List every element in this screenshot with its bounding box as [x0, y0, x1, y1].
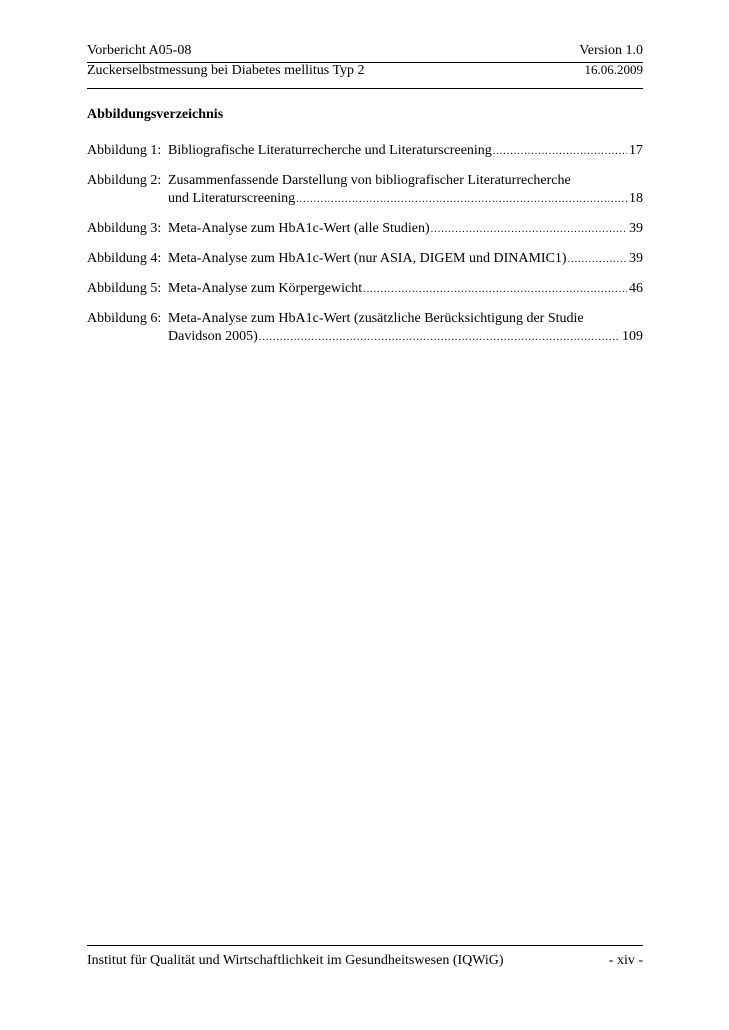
toc-entry[interactable] [87, 280, 643, 299]
footer-page-number: - xiv - [608, 953, 643, 968]
toc-dot-leader [493, 143, 627, 161]
toc-entry-title: Meta-Analyse zum Körpergewicht [168, 281, 363, 296]
toc-entry-body [168, 250, 643, 269]
version-label: Version 1.0 [579, 43, 643, 58]
page-footer [87, 953, 643, 969]
toc-dot-leader [568, 251, 627, 269]
report-title: Zuckerselbstmessung bei Diabetes mellitus Typ 2 [87, 63, 365, 78]
toc-entry-label: Abbildung 3: [87, 221, 162, 236]
toc-entry-label: Abbildung 6: [87, 311, 162, 326]
toc-entry-line [168, 310, 643, 328]
report-id: Vorbericht A05-08 [87, 43, 192, 58]
toc-entry[interactable] [87, 142, 643, 161]
toc-dot-leader [259, 329, 620, 347]
footer-divider [87, 945, 643, 946]
toc-dot-leader [431, 221, 627, 239]
toc-dot-leader [296, 191, 627, 209]
toc-entry-body [168, 220, 643, 239]
toc-entry-title: Davidson 2005) [168, 329, 258, 344]
toc-entry-body [168, 172, 643, 209]
header-row-top [87, 42, 643, 61]
toc-entry-label: Abbildung 4: [87, 251, 162, 266]
toc-page-number: 39 [629, 251, 643, 266]
toc-page-number: 39 [629, 221, 643, 236]
section-title: Abbildungsverzeichnis [87, 107, 224, 122]
figure-index [87, 142, 643, 358]
toc-entry-title: Meta-Analyse zum HbA1c-Wert (nur ASIA, DIGEM und DINAMIC1) [168, 251, 567, 266]
toc-page-number: 109 [622, 329, 643, 344]
toc-entry-line [168, 172, 643, 190]
toc-entry-line [168, 328, 643, 347]
toc-entry-title: und Literaturscreening [168, 191, 296, 206]
toc-dot-leader [363, 281, 627, 299]
toc-entry-line [168, 190, 643, 209]
toc-entry-label: Abbildung 1: [87, 143, 162, 158]
footer-institute: Institut für Qualität und Wirtschaftlichkeit im Gesundheitswesen (IQWiG) [87, 953, 504, 968]
toc-entry-line [168, 280, 643, 299]
toc-entry-line [168, 250, 643, 269]
toc-page-number: 17 [629, 143, 643, 158]
toc-entry-body [168, 142, 643, 161]
toc-page-number: 18 [629, 191, 643, 206]
toc-entry[interactable] [87, 250, 643, 269]
toc-entry-title: Zusammenfassende Darstellung von bibliografischer Literaturrecherche [168, 173, 571, 188]
header-divider [87, 62, 643, 63]
toc-entry[interactable] [87, 172, 643, 209]
toc-entry-title: Meta-Analyse zum HbA1c-Wert (alle Studien) [168, 221, 430, 236]
header-row-bottom [87, 61, 643, 83]
toc-entry[interactable] [87, 310, 643, 347]
header-divider-bottom [87, 88, 643, 89]
toc-entry-title: Meta-Analyse zum HbA1c-Wert (zusätzliche Berücksichtigung der Studie [168, 311, 584, 326]
toc-page-number: 46 [629, 281, 643, 296]
toc-entry-body [168, 310, 643, 347]
toc-entry-line [168, 220, 643, 239]
toc-entry-title: Bibliografische Literaturrecherche und Literaturscreening [168, 143, 492, 158]
toc-entry-label: Abbildung 5: [87, 281, 162, 296]
toc-entry-line [168, 142, 643, 161]
toc-entry[interactable] [87, 220, 643, 239]
toc-entry-body [168, 280, 643, 299]
toc-entry-label: Abbildung 2: [87, 173, 162, 188]
report-date: 16.06.2009 [584, 62, 643, 77]
